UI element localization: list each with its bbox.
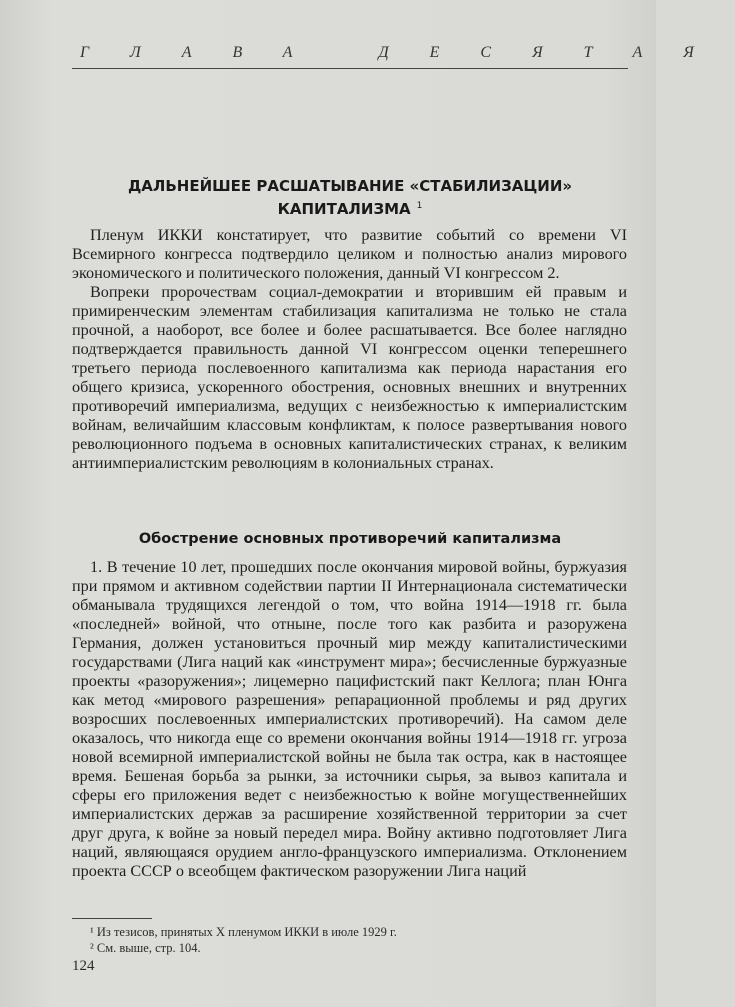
header-rule (72, 68, 628, 69)
intro-text (72, 226, 627, 473)
footnote-2: ² См. выше, стр. 104. (90, 941, 201, 955)
footnote-rule (72, 918, 152, 919)
main-paragraph: 1. В течение 10 лет, прошедших после окончания мировой войны, буржуазия при прямом и активном содействии партии II Интернационала систематически обманывала трудящихся легендой о том, что война 1914—1918 гг. была «последней» войной, что отныне, после того как разбита и разоружена Германия, должен установиться прочный мир между капиталистическими государствами (Лига наций как «инструмент мира»; бесчисленные буржуазные проекты «разоружения»; лицемерно пацифистский пакт Келлога; план Юнга как метод «мирового разрешения» репарационной проблемы и ряд других возросших послевоенных империалистских противоречий). На самом деле оказалось, что никогда еще со времени окончания войны 1914—1918 гг. угроза новой всемирной империалистской войны не была так остра, как в настоящее время. Бешеная борьба за рынки, за источники сырья, за вывоз капитала и сферы его приложения ведет с неизбежностью к войне могущественнейших империалистских держав за расширение хозяйственной территории за счет друг друга, к войне за новый передел мира. Войну активно подготовляет Лига наций, являющаяся орудием англо-французского империализма. Отклонением проекта СССР о всеобщем фактическом разоружении Лига наций (72, 558, 627, 880)
chapter-title-line-1: ДАЛЬНЕЙШЕЕ РАСШАТЫВАНИЕ «СТАБИЛИЗАЦИИ» (127, 177, 573, 195)
main-text (72, 558, 627, 881)
chapter-title-line-2 (70, 196, 630, 219)
footnote-1: ¹ Из тезисов, принятых X пленумом ИККИ в июле 1929 г. (90, 925, 397, 939)
chapter-title (70, 176, 630, 219)
page-number: 124 (72, 958, 95, 974)
footnotes (90, 924, 610, 956)
footnote-ref-1: 1 (416, 201, 423, 211)
chapter-title-text: КАПИТАЛИЗМА (277, 200, 411, 218)
intro-paragraph-2: Вопреки пророчествам социал-демократии и вторившим ей правым и примиренческим элементам стабилизация капитализма не только не стала прочной, а наоборот, все более и более расшатывается. Все более наглядно подтверждается правильность данной VI конгрессом оценки теперешнего третьего периода послевоенного капитализма как периода нарастания его общего кризиса, ускоренного обострения, основных внешних и внутренних противоречий империализма, ведущих с неизбежностью к империалистским войнам, величайшим классовым конфликтам, к полосе развертывания нового революционного подъема в основных капиталистических странах, к великим антиимпериалистским революциям в колониальных странах. (72, 283, 627, 472)
intro-paragraph-1: Пленум ИККИ констатирует, что развитие событий со времени VI Всемирного конгресса подтвердило целиком и полностью анализ мирового экономического и политического положения, данный VI конгрессом 2. (72, 226, 627, 282)
section-title: Обострение основных противоречий капитализма (138, 531, 562, 547)
running-head: ГЛАВА ДЕСЯТАЯ (80, 44, 735, 61)
